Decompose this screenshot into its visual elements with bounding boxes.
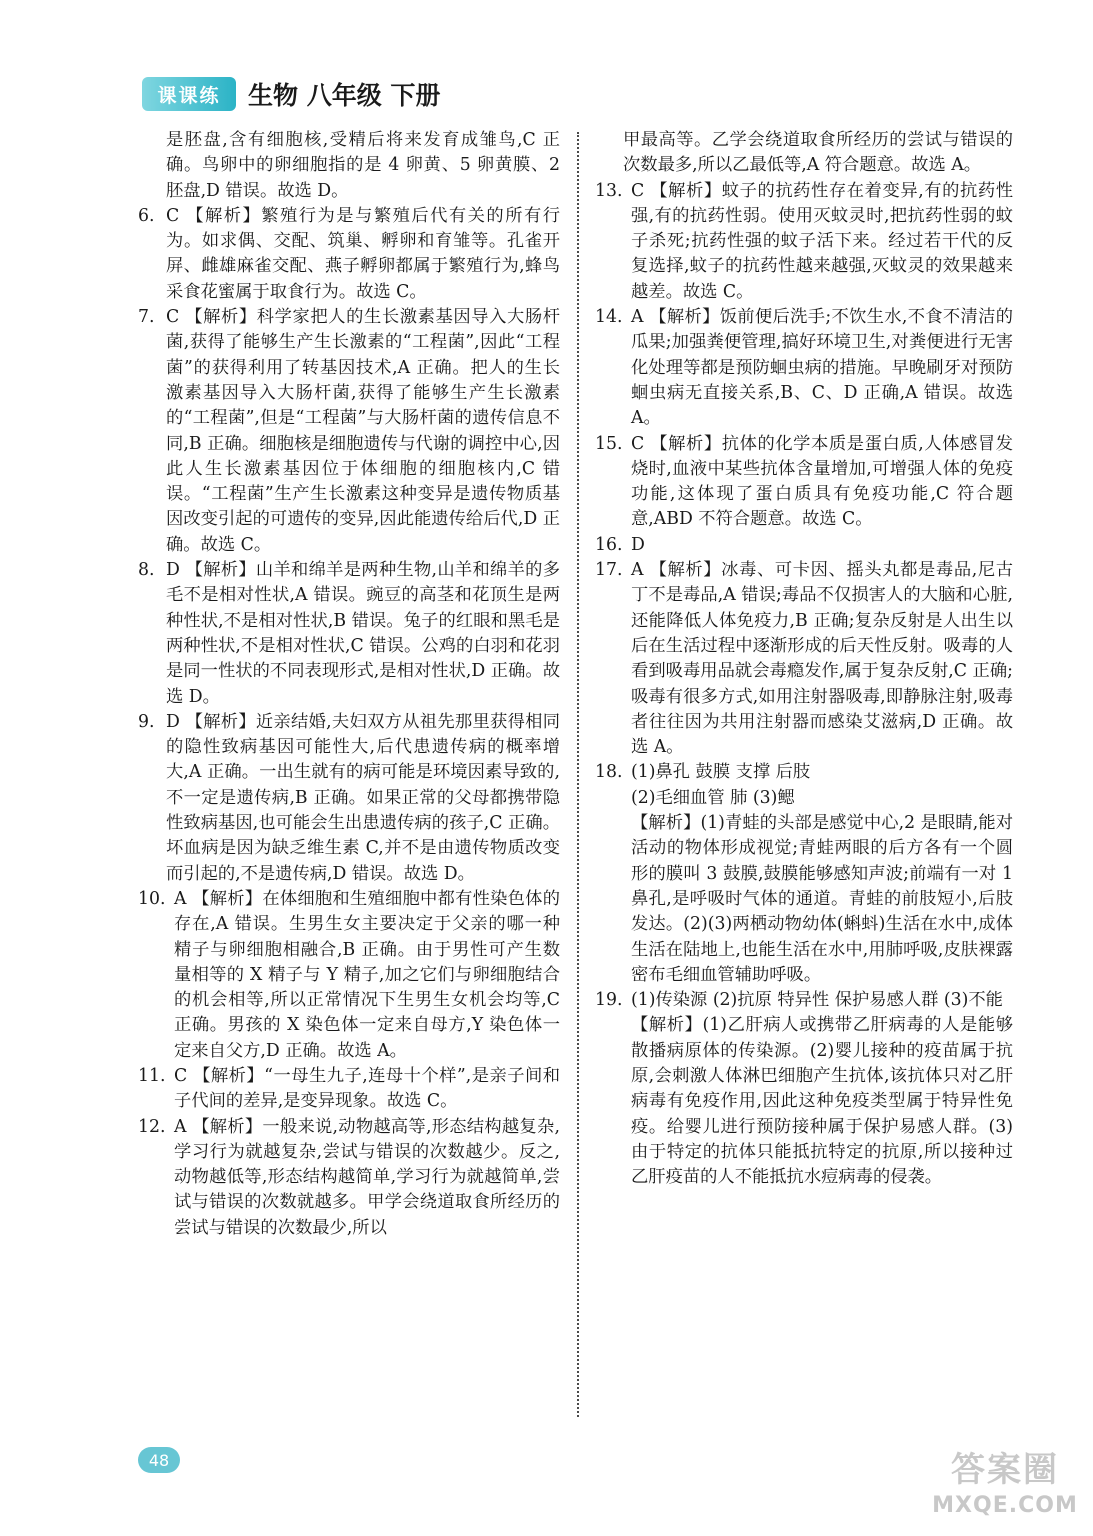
- watermark-logo: [930, 1448, 1080, 1528]
- series-logo: 课课练: [142, 77, 236, 111]
- question-number: 10.: [138, 888, 166, 909]
- answer-item: [138, 1064, 560, 1115]
- answer-explanation: C 【解析】繁殖行为是与繁殖后代有关的所有行为。如求偶、交配、筑巢、孵卵和育雏等。孔雀开屏、雌雄麻雀交配、燕子孵卵都属于繁殖行为,蜂鸟采食花蜜属于取食行为。故选 C。: [166, 205, 560, 302]
- question-number: 7.: [138, 307, 155, 328]
- answer-item: [595, 432, 1013, 533]
- answer-line: (1)传染源 (2)抗原 特异性 保护易感人群 (3)不能: [631, 990, 1003, 1011]
- answer-item: [595, 988, 1013, 1190]
- answer-item: [595, 533, 1013, 558]
- answer-explanation: D 【解析】近亲结婚,夫妇双方从祖先那里获得相同的隐性致病基因可能性大,后代患遗传病的概率增大,A 正确。一出生就有的病可能是环境因素导致的,不一定是遗传病,B 正确。如果正常的父母都携带隐性致病基因,也可能会生出患遗传病的孩子,C 正确。坏血病是因为缺乏维生素 C,并不是由遗传物质改变而引起的,不是遗传病,D 错误。故选 D。: [166, 711, 560, 884]
- answer-explanation: A 【解析】一般来说,动物越高等,形态结构越复杂,学习行为就越复杂,尝试与错误的次数越少。反之,动物越低等,形态结构越简单,学习行为就越简单,尝试与错误的次数就越多。甲学会绕道取食所经历的尝试与错误的次数最少,所以: [174, 1116, 560, 1238]
- answer-explanation: D: [631, 534, 645, 555]
- answer-list-right: [595, 179, 1013, 1191]
- answer-explanation: C 【解析】科学家把人的生长激素基因导入大肠杆菌,获得了能够生产生长激素的“工程菌”,因此“工程菌”的获得利用了转基因技术,A 正确。把人的生长激素基因导入大肠杆菌,获得了能够生产生长激素的“工程菌”,但是“工程菌”与大肠杆菌的遗传信息不同,B 正确。细胞核是细胞遗传与代谢的调控中心,因此人生长激素基因位于体细胞的细胞核内,C 错误。“工程菌”生产生长激素这种变异是遗传物质基因改变引起的可遗传的变异,因此能遗传给后代,D 正确。故选 C。: [166, 307, 560, 555]
- watermark-text: 答案圈: [951, 1450, 1059, 1490]
- right-column: [595, 128, 1013, 1190]
- question-number: 13.: [595, 180, 623, 201]
- answer-item: [138, 887, 560, 1064]
- answer-explanation: A 【解析】饭前便后洗手;不饮生水,不食不清洁的瓜果;加强粪便管理,搞好环境卫生,对粪便进行无害化处理等都是预防蛔虫病的措施。早晚刷牙对预防蛔虫病无直接关系,B、C、D 正确,A 错误。故选 A。: [631, 307, 1013, 429]
- question-number: 16.: [595, 534, 623, 555]
- answer-explanation: D 【解析】山羊和绵羊是两种生物,山羊和绵羊的多毛不是相对性状,A 错误。豌豆的高茎和花顶生是两种性状,不是相对性状,B 错误。兔子的红眼和黑毛是两种性状,不是相对性状,C 错误。公鸡的白羽和花羽是同一性状的不同表现形式,是相对性状,D 正确。故选 D。: [166, 560, 560, 707]
- page-number: 48: [138, 1447, 180, 1473]
- question-number: 8.: [138, 560, 155, 581]
- answer-explanation: A 【解析】冰毒、可卡因、摇头丸都是毒品,尼古丁不是毒品,A 错误;毒品不仅损害人的大脑和心脏,还能降低人体免疫力,B 正确;复杂反射是人出生以后在生活过程中逐渐形成的后天性反射。吸毒的人看到吸毒用品就会毒瘾发作,属于复杂反射,C 正确;吸毒有很多方式,如用注射器吸毒,即静脉注射,吸毒者往往因为共用注射器而感染艾滋病,D 正确。故选 A。: [631, 560, 1013, 758]
- answer-line: (1)鼻孔 鼓膜 支撑 后肢: [631, 762, 811, 783]
- continued-answer: 是胚盘,含有细胞核,受精后将来发育成雏鸟,C 正确。鸟卵中的卵细胞指的是 4 卵黄、5 卵黄膜、2 胚盘,D 错误。故选 D。: [166, 130, 560, 201]
- answer-item: [138, 558, 560, 710]
- column-divider: [577, 132, 579, 1417]
- left-column: [138, 128, 560, 1241]
- answer-item: [595, 179, 1013, 305]
- answer-line: (2)毛细血管 肺 (3)鳃: [631, 787, 795, 808]
- question-number: 14.: [595, 307, 623, 328]
- question-number: 9.: [138, 711, 155, 732]
- answer-item: [595, 558, 1013, 760]
- answer-item: [138, 204, 560, 305]
- answer-explanation: 【解析】(1)乙肝病人或携带乙肝病毒的人是能够散播病原体的传染源。(2)婴儿接种的疫苗属于抗原,会刺激人体淋巴细胞产生抗体,该抗体只对乙肝病毒有免疫作用,因此这种免疫类型属于特异性免疫。给婴儿进行预防接种属于保护易感人群。(3)由于特定的抗体只能抵抗特定的抗原,所以接种过乙肝疫苗的人不能抵抗水痘病毒的侵袭。: [631, 1015, 1013, 1188]
- continued-answer: 甲最高等。乙学会绕道取食所经历的尝试与错误的次数最多,所以乙最低等,A 符合题意。故选 A。: [623, 130, 1013, 176]
- page-title: 生物 八年级 下册: [248, 81, 441, 110]
- answer-item: [595, 760, 1013, 988]
- answer-item: [595, 305, 1013, 431]
- question-number: 11.: [138, 1065, 166, 1086]
- answer-explanation: A 【解析】在体细胞和生殖细胞中都有性染色体的存在,A 错误。生男生女主要决定于父亲的哪一种精子与卵细胞相融合,B 正确。由于男性可产生数量相等的 X 精子与 Y 精子,加之它们与卵细胞结合的机会相等,所以正常情况下生男生女机会均等,C 正确。男孩的 X 染色体一定来自母方,Y 染色体一定来自父方,D 正确。故选 A。: [174, 888, 560, 1061]
- answer-item: [138, 1115, 560, 1241]
- answer-explanation: C 【解析】蚊子的抗药性存在着变异,有的抗药性强,有的抗药性弱。使用灭蚊灵时,把抗药性弱的蚊子杀死;抗药性强的蚊子活下来。经过若干代的反复选择,蚊子的抗药性越来越强,灭蚊灵的效果越来越差。故选 C。: [631, 180, 1013, 302]
- answer-explanation: C 【解析】“一母生九子,连母十个样”,是亲子间和子代间的差异,是变异现象。故选 C。: [174, 1065, 560, 1112]
- question-number: 12.: [138, 1116, 166, 1137]
- answer-item: [138, 710, 560, 887]
- question-number: 6.: [138, 205, 155, 226]
- answer-list-left: [138, 204, 560, 1241]
- question-number: 15.: [595, 433, 623, 454]
- question-number: 17.: [595, 560, 623, 581]
- answer-explanation: C 【解析】抗体的化学本质是蛋白质,人体感冒发烧时,血液中某些抗体含量增加,可增强人体的免疫功能,这体现了蛋白质具有免疫功能,C 符合题意,ABD 不符合题意。故选 C。: [631, 433, 1013, 530]
- page-header: [142, 74, 440, 114]
- watermark-site: MXQE.COM: [932, 1493, 1078, 1518]
- answer-item: [138, 305, 560, 558]
- question-number: 19.: [595, 990, 623, 1011]
- question-number: 18.: [595, 762, 623, 783]
- answer-explanation: 【解析】(1)青蛙的头部是感觉中心,2 是眼睛,能对活动的物体形成视觉;青蛙两眼的后方各有一个圆形的膜叫 3 鼓膜,鼓膜能够感知声波;前端有一对 1 鼻孔,是呼吸时气体的通道。青蛙的前肢短小,后肢发达。(2)(3)两栖动物幼体(蝌蚪)生活在水中,成体生活在陆地上,也能生活在水中,用肺呼吸,皮肤裸露密布毛细血管辅助呼吸。: [631, 813, 1013, 985]
